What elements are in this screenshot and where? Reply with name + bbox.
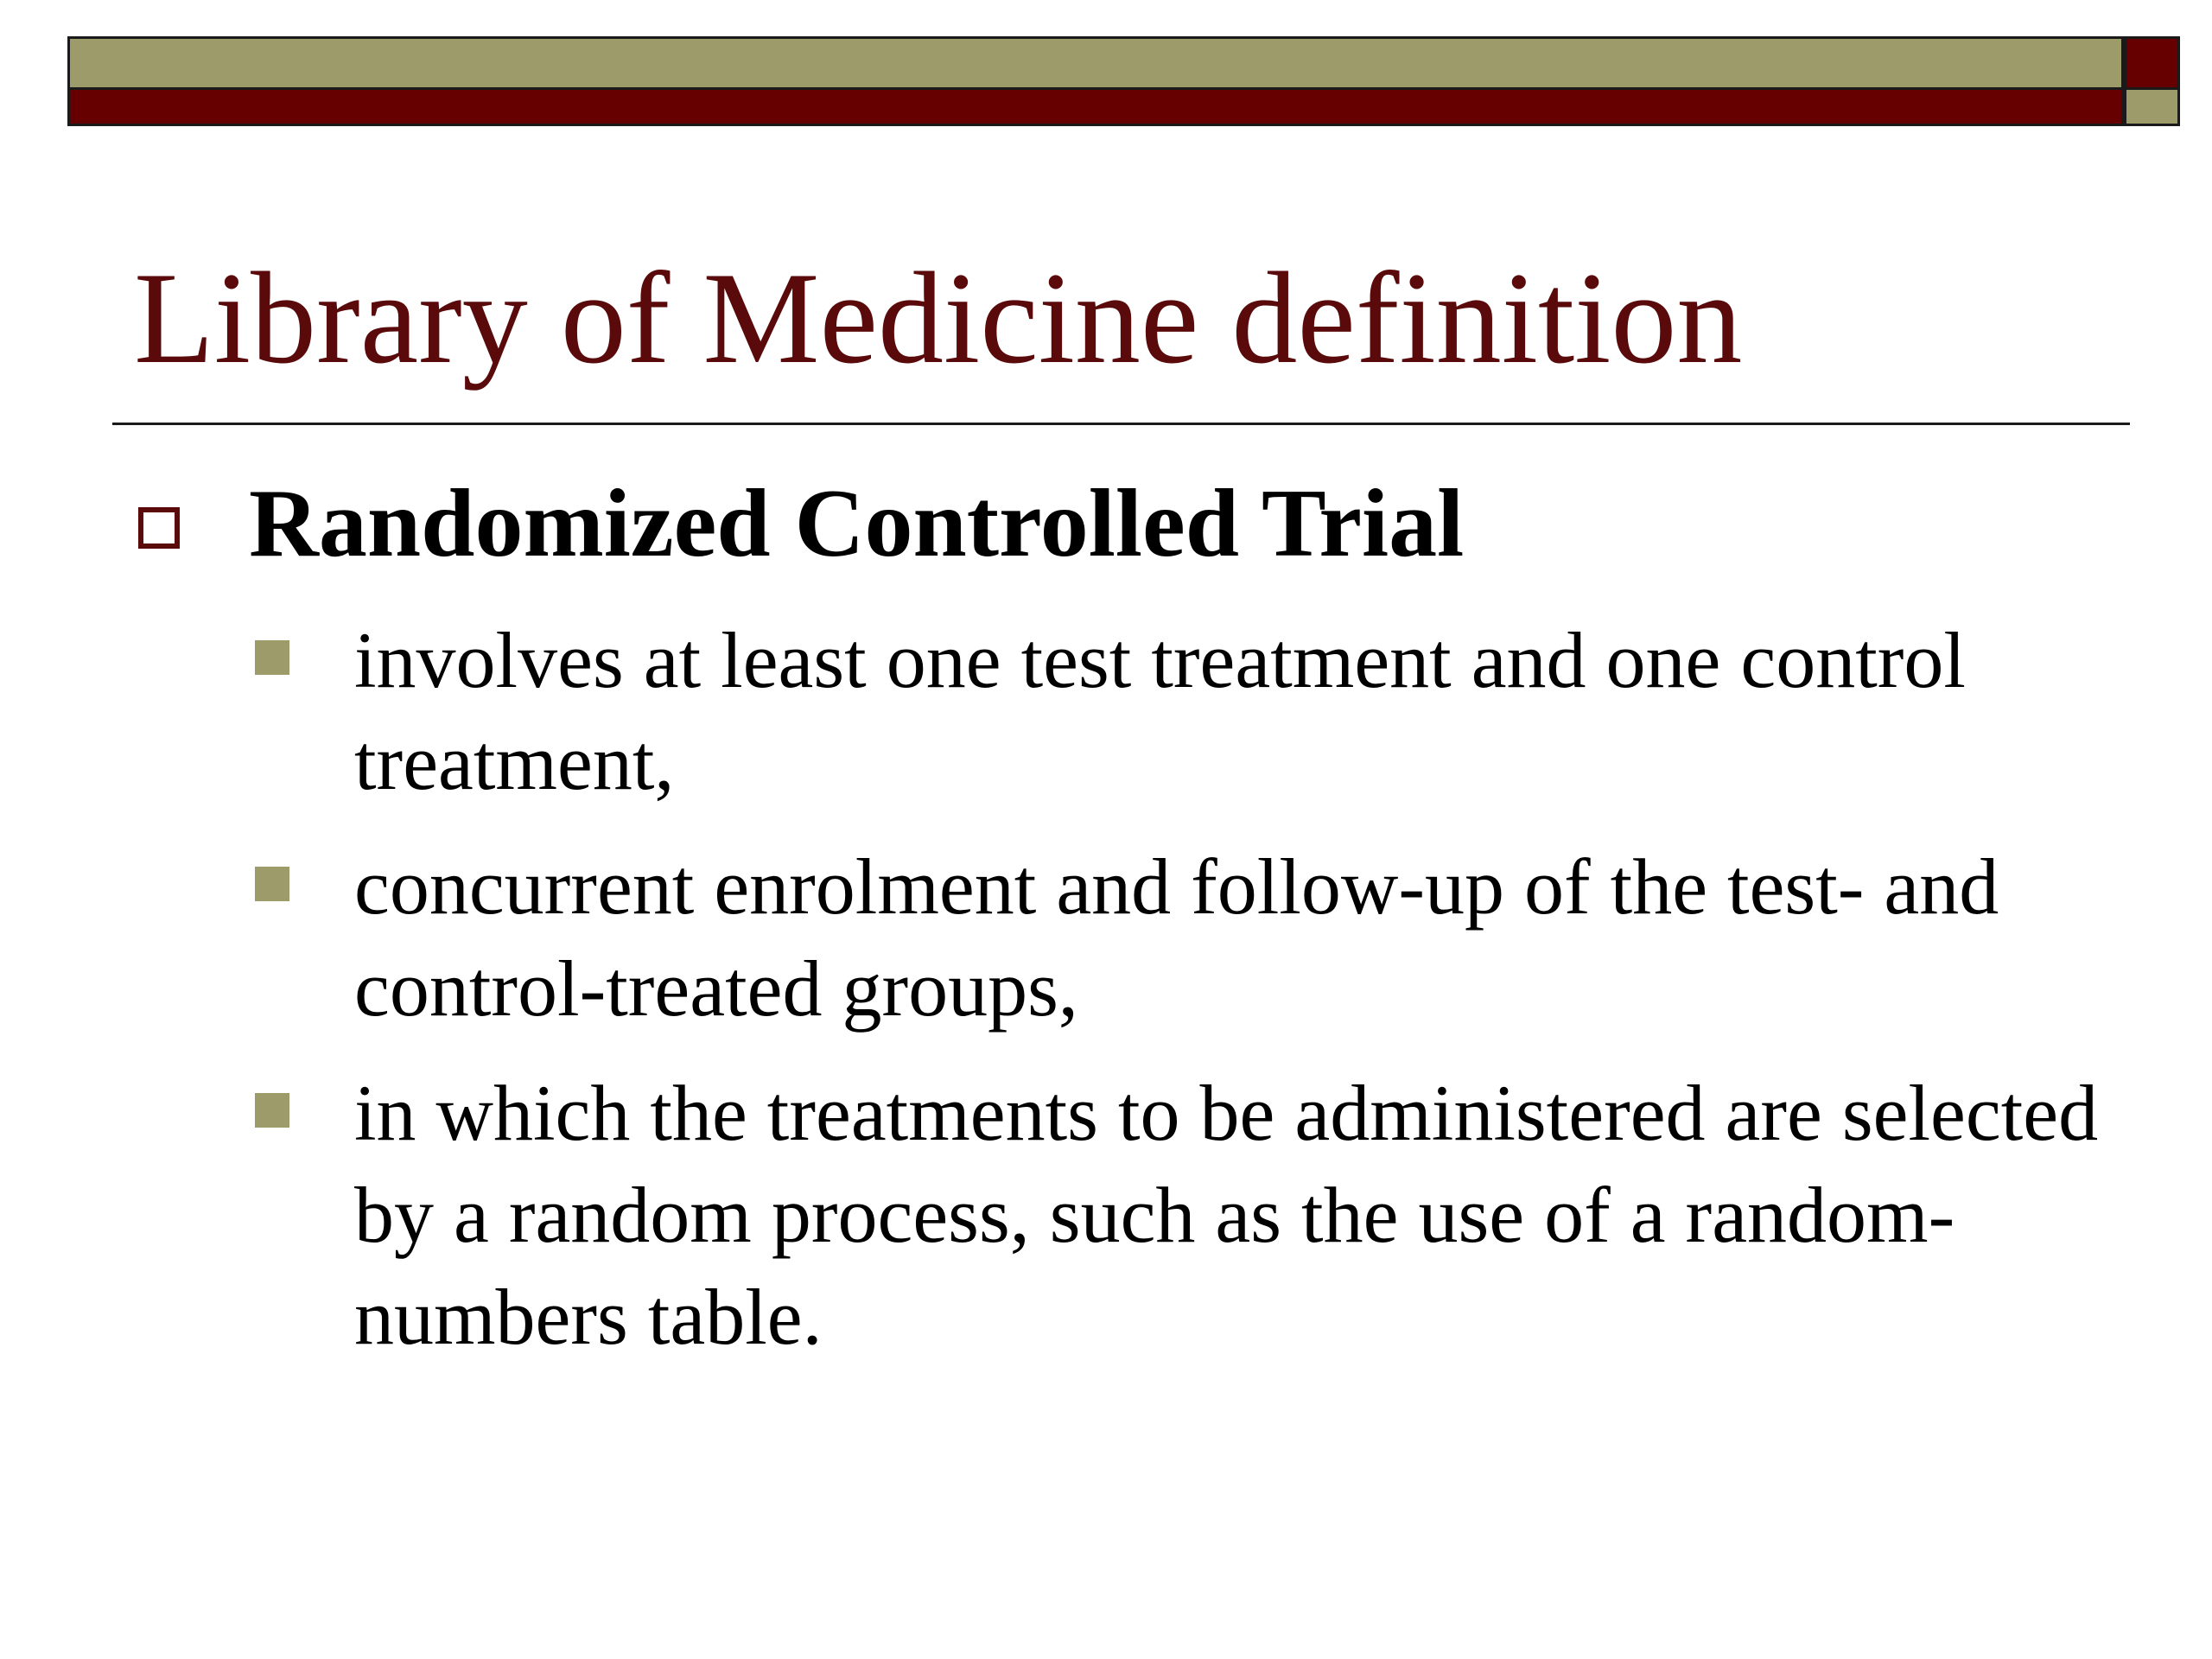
sub-bullet-item	[255, 609, 2130, 813]
hollow-square-bullet-icon	[138, 507, 180, 549]
sub-bullet-text: involves at least one test treatment and one control treatment,	[354, 616, 1966, 806]
filled-square-bullet-icon	[255, 1093, 289, 1128]
slide-title: Library of Medicine definition	[134, 245, 1743, 391]
bullet-level-1-text: Randomized Controlled Trial	[249, 470, 1465, 577]
filled-square-bullet-icon	[255, 867, 289, 901]
header-band-maroon	[67, 90, 2124, 126]
sub-bullet-list	[255, 609, 2130, 1390]
filled-square-bullet-icon	[255, 640, 289, 675]
sub-bullet-text: in which the treatments to be administered are selected by a random process, such as the use of a random-numbers table.	[354, 1069, 2099, 1361]
header-corner-olive	[2124, 90, 2180, 126]
sub-bullet-text: concurrent enrolment and follow-up of the test- and control-treated groups,	[354, 842, 1999, 1033]
header-corner-maroon	[2124, 36, 2180, 90]
header-band-olive	[67, 36, 2124, 90]
sub-bullet-item	[255, 836, 2130, 1039]
title-divider	[112, 423, 2130, 425]
sub-bullet-item	[255, 1062, 2130, 1368]
